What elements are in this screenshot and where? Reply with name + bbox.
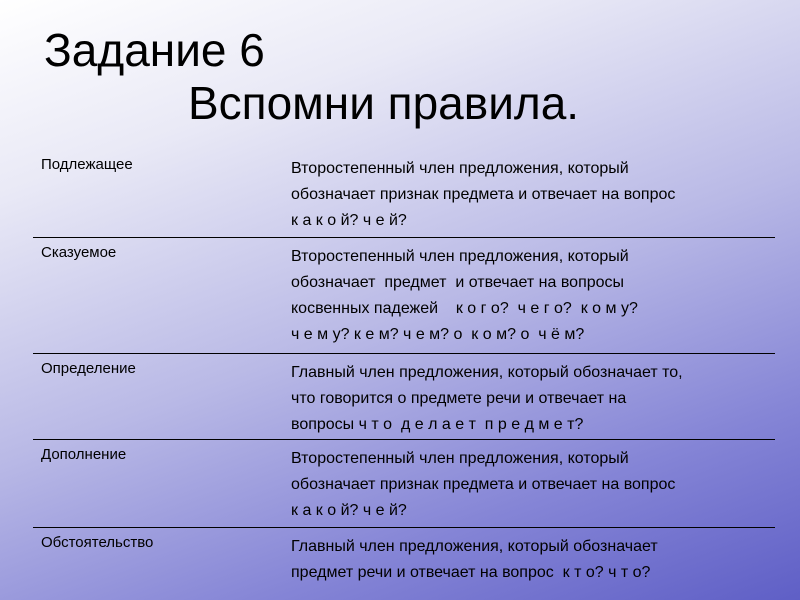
table-row xyxy=(33,440,775,528)
term-cell: Подлежащее xyxy=(41,156,133,173)
definition-cell xyxy=(291,150,775,237)
term-cell: Определение xyxy=(41,360,136,377)
definition-line: к а к о й? ч е й? xyxy=(291,502,407,519)
definition-line: Второстепенный член предложения, который xyxy=(291,248,629,265)
definition-cell xyxy=(291,440,775,527)
term-cell: Сказуемое xyxy=(41,244,117,261)
definition-line: предмет речи и отвечает на вопрос к т о? ч т о? xyxy=(291,564,651,581)
table-row xyxy=(33,238,775,354)
definition-line: Второстепенный член предложения, который xyxy=(291,160,629,177)
definition-line: к а к о й? ч е й? xyxy=(291,212,407,229)
definition-line: Главный член предложения, который обозначает то, xyxy=(291,364,683,381)
definition-cell xyxy=(291,238,775,353)
table-row xyxy=(33,354,775,440)
table-row xyxy=(33,150,775,238)
definition-line: обозначает предмет и отвечает на вопросы xyxy=(291,274,625,291)
term-cell: Обстоятельство xyxy=(41,534,154,551)
definition-line: Главный член предложения, который обозначает xyxy=(291,538,658,555)
definition-line: обозначает признак предмета и отвечает на вопрос xyxy=(291,476,676,493)
definition-line: что говорится о предмете речи и отвечает на xyxy=(291,390,627,407)
slide-subtitle: Вспомни правила. xyxy=(188,77,580,129)
definition-cell xyxy=(291,354,775,439)
term-cell: Дополнение xyxy=(41,446,127,463)
rules-table xyxy=(33,150,775,598)
slide-title: Задание 6 xyxy=(44,24,265,76)
definition-line: обозначает признак предмета и отвечает на вопрос xyxy=(291,186,676,203)
table-row xyxy=(33,528,775,598)
definition-line: косвенных падежей к о г о? ч е г о? к о м у? xyxy=(291,300,638,317)
definition-line: Второстепенный член предложения, который xyxy=(291,450,629,467)
definition-line: вопросы ч т о д е л а е т п р е д м е т? xyxy=(291,416,584,433)
definition-line: ч е м у? к е м? ч е м? о к о м? о ч ё м? xyxy=(291,326,585,343)
definition-cell xyxy=(291,528,775,598)
